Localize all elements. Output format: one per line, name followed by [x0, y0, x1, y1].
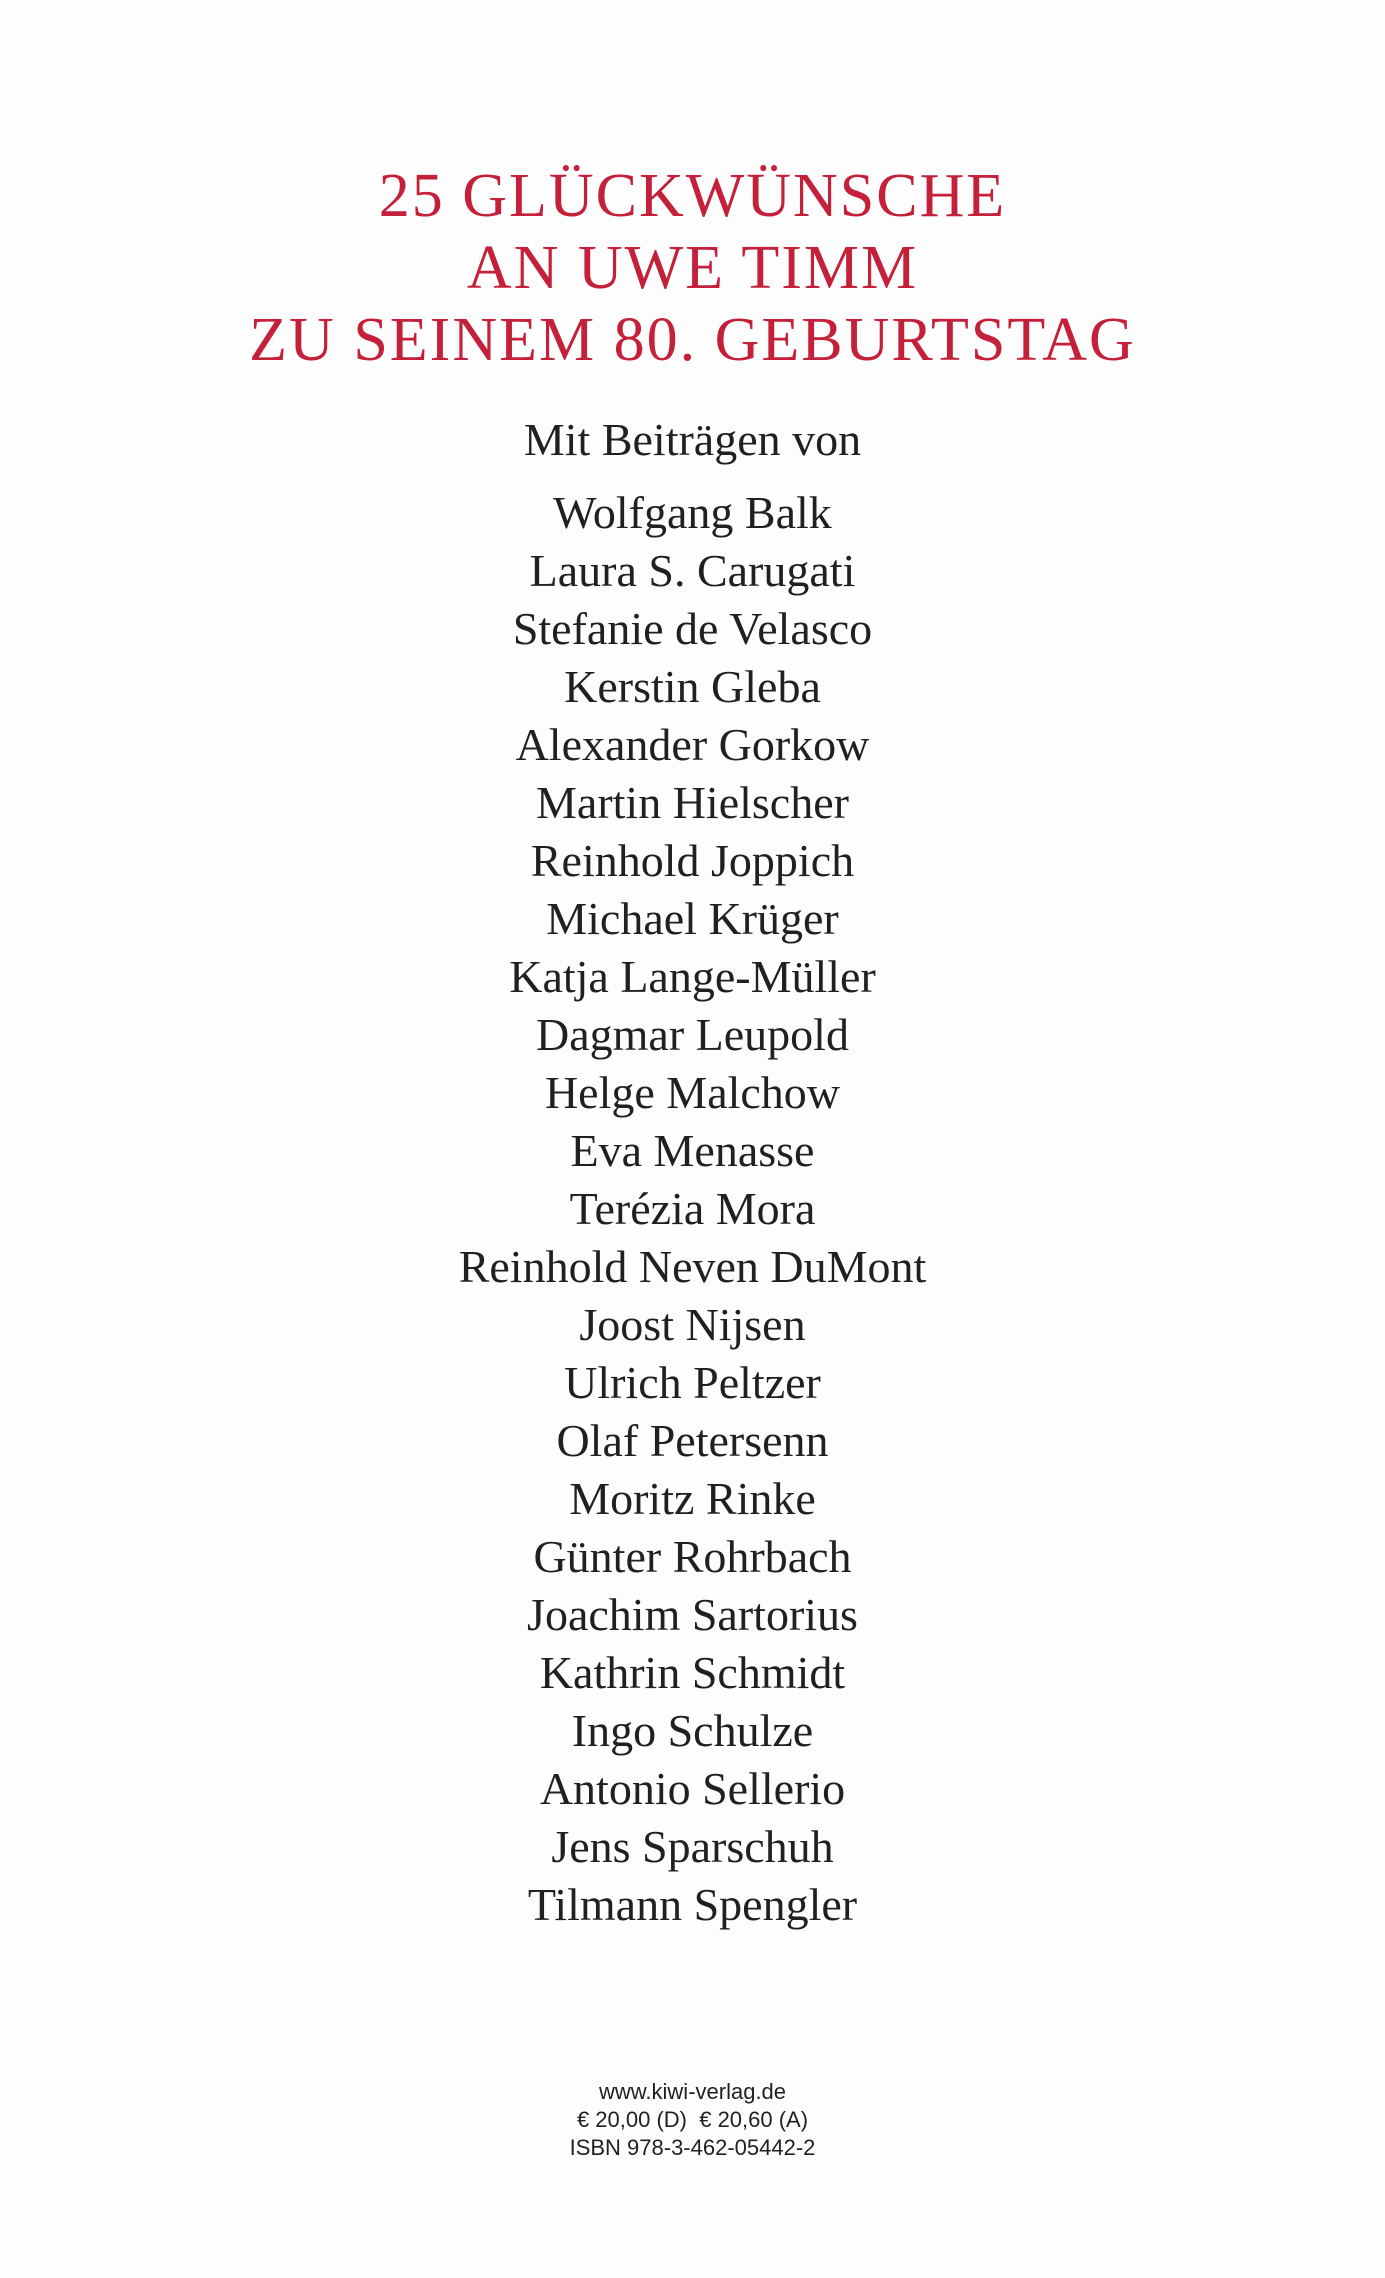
- contributor-name: Terézia Mora: [569, 1183, 816, 1234]
- isbn: ISBN 978-3-462-05442-2: [569, 2135, 816, 2160]
- contributor-name: Ulrich Peltzer: [564, 1357, 821, 1408]
- contributor-name: Moritz Rinke: [569, 1473, 816, 1524]
- contributor-name: Wolfgang Balk: [553, 487, 832, 538]
- publisher-website: www.kiwi-verlag.de: [598, 2079, 787, 2104]
- contributor-name: Laura S. Carugati: [529, 545, 856, 596]
- contributor-name: Joost Nijsen: [579, 1299, 806, 1350]
- contributor-name: Olaf Petersenn: [556, 1415, 829, 1466]
- contributor-name: Dagmar Leupold: [536, 1009, 849, 1060]
- contributor-name: Michael Krüger: [546, 893, 839, 944]
- contributors-intro: Mit Beiträgen von: [523, 414, 862, 465]
- price-info: € 20,00 (D) € 20,60 (A): [576, 2107, 809, 2132]
- contributor-name: Reinhold Joppich: [530, 835, 855, 886]
- contributor-name: Kerstin Gleba: [564, 661, 821, 712]
- publisher-imprint: [0, 2078, 1385, 2162]
- contributor-name: Reinhold Neven DuMont: [458, 1241, 927, 1292]
- title-line-1: 25 GLÜCKWÜNSCHE: [378, 162, 1007, 230]
- cover-title: [0, 160, 1385, 376]
- contributor-name: Günter Rohrbach: [533, 1531, 852, 1582]
- contributor-name: Eva Menasse: [570, 1125, 815, 1176]
- contributor-name: Tilmann Spengler: [527, 1879, 858, 1930]
- contributors-list: [0, 484, 1385, 1934]
- title-line-3: ZU SEINEM 80. GEBURTSTAG: [249, 306, 1136, 374]
- contributor-name: Jens Sparschuh: [551, 1821, 834, 1872]
- contributor-name: Joachim Sartorius: [527, 1589, 858, 1640]
- contributor-name: Kathrin Schmidt: [539, 1647, 846, 1698]
- contributor-name: Ingo Schulze: [571, 1705, 814, 1756]
- contributor-name: Antonio Sellerio: [539, 1763, 846, 1814]
- contributor-name: Katja Lange-Müller: [509, 951, 876, 1002]
- contributor-name: Martin Hielscher: [536, 777, 849, 828]
- title-line-2: AN UWE TIMM: [466, 234, 919, 302]
- contributor-name: Alexander Gorkow: [515, 719, 870, 770]
- contributor-name: Helge Malchow: [544, 1067, 841, 1118]
- contributor-name: Stefanie de Velasco: [512, 603, 873, 654]
